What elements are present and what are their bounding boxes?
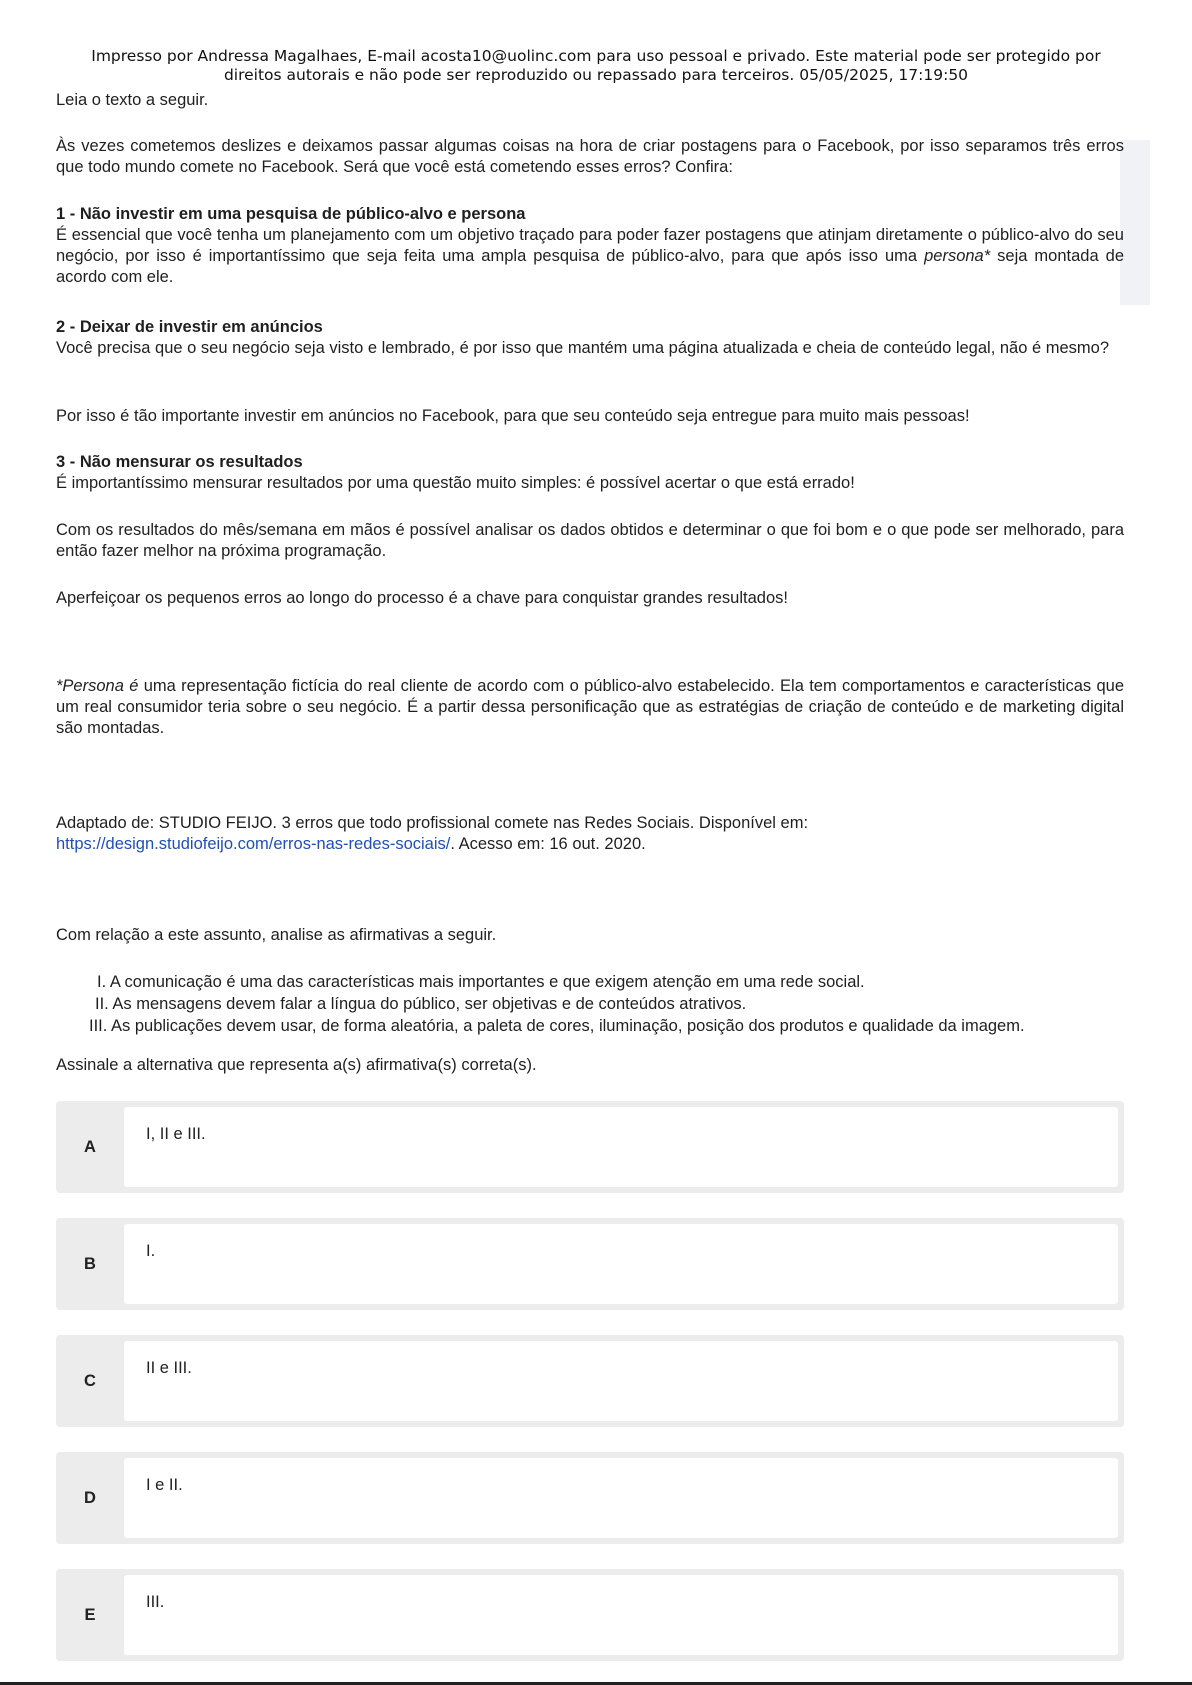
section-3-text: É importantíssimo mensurar resultados por uma questão muito simples: é possível acertar o que está errado! xyxy=(56,474,855,492)
question-prompt: Com relação a este assunto, analise as afirmativas a seguir. xyxy=(56,926,497,944)
section-3-text-2: Com os resultados do mês/semana em mãos é possível analisar os dados obtidos e determinar o que foi bom e o que pode ser melhorado, para então fazer melhor na próxima programação. xyxy=(56,521,1124,560)
section-2 xyxy=(56,317,1124,359)
persona-note: *Persona é uma representação fictícia do real cliente de acordo com o público-alvo estabelecido. Ela tem comportamentos e características que um real consumidor teria sobre o seu negócio. É a partir dessa personificação que as estratégias de criação de conteúdo e de marketing digital são montadas. xyxy=(56,677,1125,737)
option-d-text: I e II. xyxy=(146,1476,183,1494)
option-b-text: I. xyxy=(146,1242,156,1260)
section-1-title: 1 - Não investir em uma pesquisa de público-alvo e persona xyxy=(56,205,526,223)
section-1-text: É essencial que você tenha um planejamento com um objetivo traçado para poder fazer postagens que atinjam diretamente o público-alvo do seu negócio, por isso é importantíssimo que seja feita uma ampla pesquisa de público-alvo, para que após isso uma persona* seja montada de acordo com ele. xyxy=(56,226,1124,286)
option-c-letter: C xyxy=(84,1371,96,1390)
option-d-letter: D xyxy=(84,1488,96,1507)
statements xyxy=(89,971,1135,1037)
scrollbar[interactable] xyxy=(1120,140,1150,305)
section-3-title: 3 - Não mensurar os resultados xyxy=(56,453,303,471)
section-2-text: Você precisa que o seu negócio seja visto e lembrado, é por isso que mantém uma página atualizada e cheia de conteúdo legal, não é mesmo? xyxy=(56,339,1110,357)
print-header xyxy=(60,47,1132,85)
instruction: Assinale a alternativa que representa a(s) afirmativa(s) correta(s). xyxy=(56,1056,537,1074)
section-3-text-3: Aperfeiçoar os pequenos erros ao longo do processo é a chave para conquistar grandes resultados! xyxy=(56,589,788,607)
option-c-text: II e III. xyxy=(146,1359,192,1377)
option-e-letter: E xyxy=(84,1605,96,1624)
intro-text: Leia o texto a seguir. xyxy=(56,91,209,109)
paragraph-intro: Às vezes cometemos deslizes e deixamos passar algumas coisas na hora de criar postagens para o Facebook, por isso separamos três erros que todo mundo comete no Facebook. Será que você está cometendo esses erros? Confira: xyxy=(56,137,1124,176)
persona-note-term: *Persona é xyxy=(56,677,139,695)
option-a-text: I, II e III. xyxy=(146,1125,206,1143)
print-header-line-2: direitos autorais e não pode ser reproduzido ou repassado para terceiros. 05/05/2025, 17:19:50 xyxy=(223,66,969,84)
option-e[interactable] xyxy=(56,1569,1124,1661)
statement-2: II. As mensagens devem falar a língua do público, ser objetivas e de conteúdos atrativos. xyxy=(95,995,747,1013)
persona-term: persona* xyxy=(924,247,991,265)
section-3 xyxy=(56,452,1124,494)
option-a-letter: A xyxy=(84,1137,96,1156)
statement-3: III. As publicações devem usar, de forma aleatória, a paleta de cores, iluminação, posição dos produtos e qualidade da imagem. xyxy=(89,1017,1025,1035)
option-b-letter: B xyxy=(84,1254,96,1273)
option-e-text: III. xyxy=(146,1593,165,1611)
option-a[interactable] xyxy=(56,1101,1124,1193)
option-d[interactable] xyxy=(56,1452,1124,1544)
option-b[interactable] xyxy=(56,1218,1124,1310)
section-2-title: 2 - Deixar de investir em anúncios xyxy=(56,318,323,336)
source-link[interactable]: https://design.studiofeijo.com/erros-nas-redes-sociais/ xyxy=(56,835,451,853)
print-header-line-1: Impresso por Andressa Magalhaes, E-mail acosta10@uolinc.com para uso pessoal e privado. Este material pode ser protegido por xyxy=(91,47,1101,65)
section-1 xyxy=(56,204,1124,288)
source-citation: Adaptado de: STUDIO FEIJO. 3 erros que todo profissional comete nas Redes Sociais. Disponível em: https://design.studiofeijo.com/erros-nas-redes-sociais/. Acesso em: 16 out. 2020. xyxy=(56,813,1124,855)
statement-1: I. A comunicação é uma das características mais importantes e que exigem atenção em uma rede social. xyxy=(97,973,865,991)
source-prefix: Adaptado de: STUDIO FEIJO. 3 erros que todo profissional comete nas Redes Sociais. Disponível em: xyxy=(56,814,809,832)
option-c[interactable] xyxy=(56,1335,1124,1427)
section-2-text-2: Por isso é tão importante investir em anúncios no Facebook, para que seu conteúdo seja entregue para muito mais pessoas! xyxy=(56,407,970,425)
